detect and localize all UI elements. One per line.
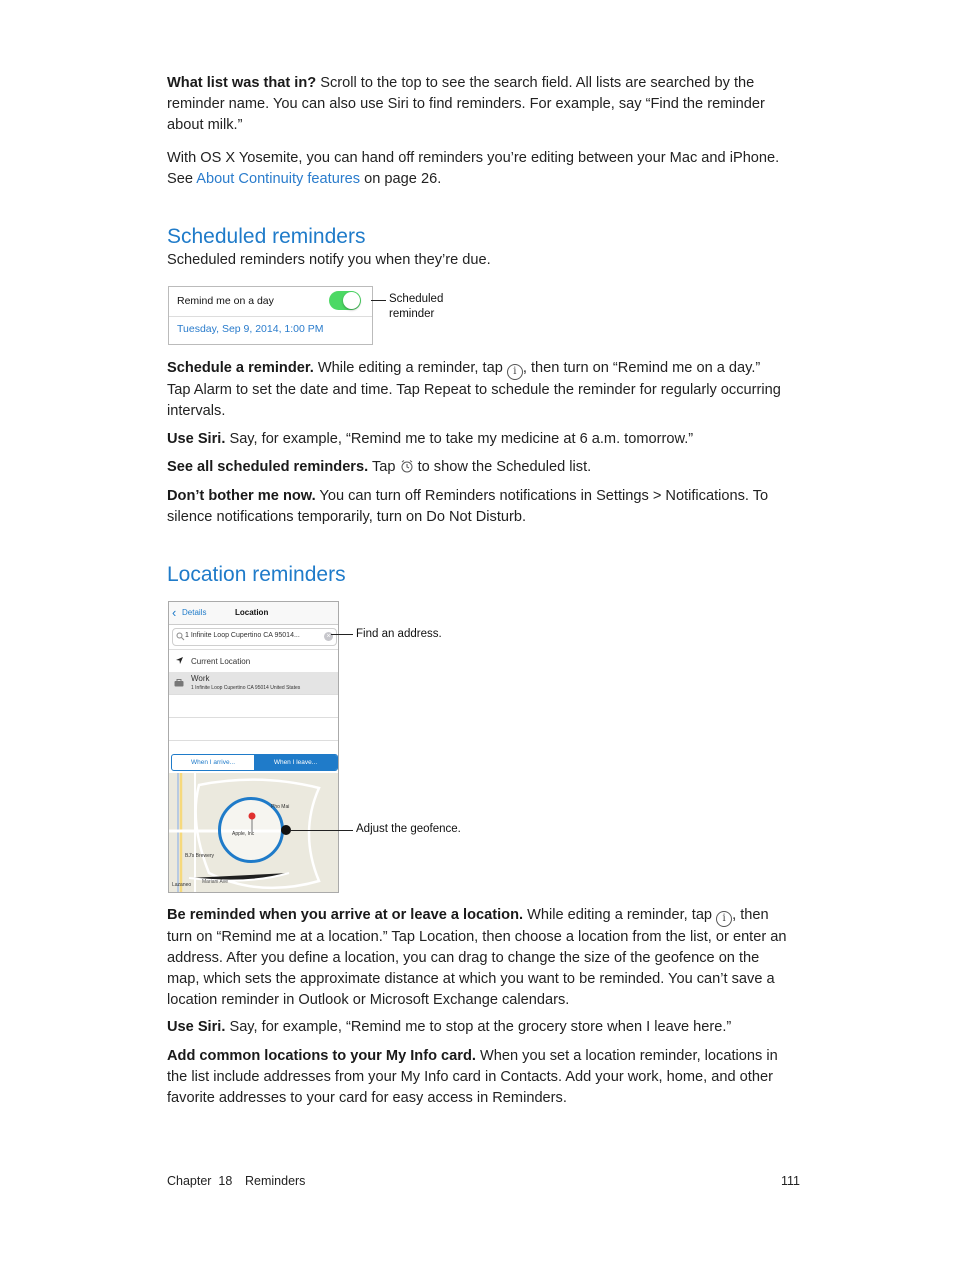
arrive-leave-segmented-control[interactable]: [171, 754, 338, 771]
info-icon: i: [507, 364, 523, 380]
remind-toggle[interactable]: [329, 291, 361, 310]
intro-paragraph-1: [167, 73, 787, 136]
location-item-3: [167, 1046, 787, 1109]
reminder-date[interactable]: Tuesday, Sep 9, 2014, 1:00 PM: [177, 323, 324, 335]
location-screen: [168, 601, 339, 893]
location-item-text: , then turn on “Remind me at a location.” Tap Location, then choose a location from the list, or enter an address. After you define a location, you can drag to change the size of the geofence on the map, which sets the approximate distance at which you want to be reminded. You can’t save a location reminder in Outlook or Microsoft Exchange calendars.: [167, 907, 787, 1008]
map-label-road: Mariani Ave: [202, 879, 229, 885]
schedule-item-2: [167, 429, 787, 450]
location-item-text: Say, for example, “Remind me to stop at the grocery store when I leave here.”: [225, 1019, 732, 1035]
address-search-field[interactable]: [172, 628, 337, 646]
schedule-item-bold: Use Siri.: [167, 431, 226, 447]
location-item-text: When you set a location reminder, locations in the list include addresses from your My Info card in Contacts. Add your work, home, and other favorite addresses to your card for easy access in Reminders.: [167, 1048, 778, 1106]
briefcase-icon: [174, 679, 184, 687]
location-item-bold: Be reminded when you arrive at or leave a location.: [167, 907, 524, 923]
intro-p2-post: on page 26.: [360, 171, 442, 187]
page-number: 111: [781, 1174, 801, 1188]
clear-icon[interactable]: ×: [324, 632, 333, 641]
location-heading: Location reminders: [167, 563, 346, 586]
location-item-bold: Add common locations to your My Info card.: [167, 1048, 476, 1064]
nav-title: Location: [235, 608, 269, 617]
continuity-link[interactable]: About Continuity features: [196, 171, 361, 187]
footer-chapter: Chapter 18: [167, 1174, 233, 1188]
schedule-item-text: to show the Scheduled list.: [413, 459, 592, 475]
intro-text: Scroll to the top to see the search field. All lists are searched by the reminder name. You can also use Siri to find reminders. For example, say “Find the reminder about milk.”: [167, 75, 765, 133]
alarm-clock-icon: [400, 459, 414, 473]
schedule-item-4: [167, 486, 787, 528]
current-location-row[interactable]: [169, 649, 338, 673]
current-location-label: Current Location: [191, 657, 251, 666]
address-callout: Find an address.: [356, 628, 442, 640]
map-label-brewery: BJ's Brewery: [185, 853, 215, 859]
scheduled-callout: Scheduled reminder: [389, 293, 444, 320]
work-address: 1 Infinite Loop Cupertino CA 95014 United States: [191, 685, 301, 691]
address-callout-line: [331, 634, 353, 635]
location-item-text: While editing a reminder, tap: [523, 907, 717, 923]
intro-p2-text: With OS X Yosemite, you can hand off reminders you’re editing between your Mac and iPhone. See: [167, 150, 780, 187]
back-button[interactable]: Details: [182, 608, 207, 617]
schedule-item-text: You can turn off Reminders notifications in Settings > Notifications. To silence notifications temporarily, turn on Do Not Disturb.: [167, 488, 769, 525]
scheduled-subtitle: Scheduled reminders notify you when they’re due.: [167, 252, 491, 268]
map-pin-icon[interactable]: [247, 812, 257, 832]
scheduled-callout-line: [371, 300, 386, 301]
schedule-item-text: While editing a reminder, tap: [313, 360, 507, 376]
intro-paragraph-2: [167, 148, 787, 190]
remind-me-label: Remind me on a day: [177, 295, 274, 307]
work-row[interactable]: [169, 672, 338, 695]
location-item-1: [167, 905, 787, 1011]
location-item-2: [167, 1017, 787, 1038]
geofence-callout: Adjust the geofence.: [356, 823, 461, 835]
schedule-item-1: [167, 358, 787, 422]
work-label: Work: [191, 674, 210, 683]
schedule-item-bold: See all scheduled reminders.: [167, 459, 369, 475]
info-icon: i: [716, 911, 732, 927]
seg-arrive[interactable]: When I arrive...: [190, 759, 236, 766]
empty-row: [169, 695, 338, 718]
scheduled-reminder-widget: [168, 286, 373, 345]
nav-bar: [169, 602, 338, 625]
empty-row: [169, 718, 338, 741]
map-view[interactable]: [169, 773, 338, 892]
map-label-road2: Lazaneo: [172, 882, 192, 888]
schedule-item-3: [167, 457, 787, 478]
footer-section-link[interactable]: Reminders: [245, 1174, 306, 1188]
search-icon: [176, 632, 185, 641]
geofence-callout-line: [290, 830, 353, 831]
schedule-item-text: Say, for example, “Remind me to take my medicine at 6 a.m. tomorrow.”: [225, 431, 694, 447]
schedule-item-text: Tap: [368, 459, 400, 475]
seg-leave[interactable]: When I leave...: [254, 755, 337, 770]
back-chevron-icon[interactable]: ‹: [172, 605, 177, 620]
remind-me-on-day-row: [169, 287, 372, 317]
location-item-bold: Use Siri.: [167, 1019, 226, 1035]
schedule-item-bold: Schedule a reminder.: [167, 360, 314, 376]
schedule-item-bold: Don’t bother me now.: [167, 488, 316, 504]
location-arrow-icon: [175, 656, 184, 665]
scheduled-heading: Scheduled reminders: [167, 225, 366, 248]
intro-bold: What list was that in?: [167, 75, 317, 91]
toggle-knob: [343, 292, 360, 309]
map-label-pho: Pho Mai: [271, 804, 290, 810]
map-label-apple: Apple, Inc: [232, 831, 255, 837]
search-value: 1 Infinite Loop Cupertino CA 95014...: [185, 632, 300, 639]
schedule-item-text: , then turn on “Remind me on a day.” Tap Alarm to set the date and time. Tap Repeat to schedule the reminder for regularly occurring intervals.: [167, 360, 781, 419]
